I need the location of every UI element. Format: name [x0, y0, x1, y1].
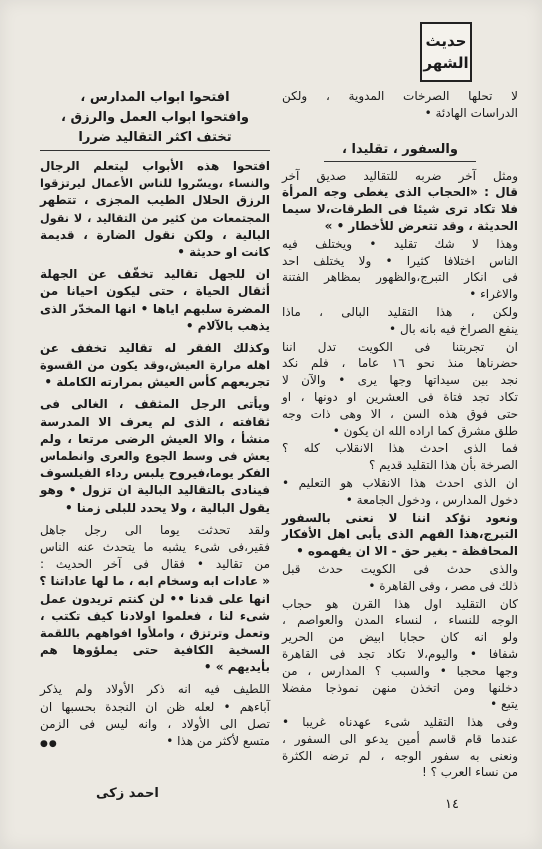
paragraph	[40, 681, 270, 750]
paragraph-bold	[40, 266, 270, 335]
text-line: والذى حدث فى الكويت حدث قبل	[282, 561, 518, 576]
text-line: والاغراء •	[469, 287, 518, 302]
text-line: ونعنى به سفور الوجه ، لم ترضه الكثرة	[282, 748, 518, 763]
column-logo	[420, 22, 472, 82]
text-line: حضرناها منذ نحو ١٦ عاما ، فلم نكد	[282, 356, 518, 371]
text-line: يقول البالية ، ولا يحدد للبلى زمنا •	[65, 500, 270, 515]
text-line: يعش فى وسط الجوع والعرى وانطماس	[40, 449, 270, 463]
paragraph	[282, 475, 518, 509]
text-line: وتعمل وترتزق ، واملأوا افواههم باللقمة	[40, 625, 270, 640]
left-column	[40, 88, 270, 750]
text-line: الناس اختلافا كثيرا • ولا يختلف احد	[282, 253, 518, 268]
text-line: فما الذى احدث هذا الانقلاب كله ؟	[282, 441, 518, 456]
paragraph	[282, 714, 518, 781]
text-line: الفكر يوما،فيروح يلبس رداء الفيلسوف	[40, 466, 270, 481]
text-line: طلق مشرق كما اراده الله ان يكون •	[332, 423, 518, 438]
paragraph	[282, 596, 518, 714]
text-line: المجتمعات من كثير من التقاليد ، لا نقول	[40, 211, 270, 225]
text-line: ثقافته ، الذى لم يعرف الا المدرسة	[40, 414, 270, 429]
text-line: شىء لنا ، فعلموا اولادنا كيف تكتب ،	[40, 608, 270, 623]
article-heading-line: وافتحوا ابواب العمل والرزق ،	[61, 110, 249, 125]
paragraph-bold	[282, 510, 518, 560]
section-heading	[282, 140, 518, 162]
text-line: الدراسات الهادئة •	[424, 105, 518, 120]
logo-line-2: الشهر	[423, 54, 469, 72]
paragraph	[282, 440, 518, 474]
text-line: دخلنها ومن اتخذن منهن نموذجا مفضلا	[282, 680, 518, 695]
page-number: ١٤	[445, 797, 459, 812]
text-line: يتبع •	[490, 697, 518, 712]
text-line: ان للجهل تقاليد تخفّف عن الجهلة	[40, 267, 270, 282]
text-line: فينادى بالتقاليد البالية ان تزول • وهو	[40, 483, 270, 498]
text-line: ولقد تحدثت يوما الى رجل جاهل	[40, 522, 270, 537]
text-line: من تقاليد • فقال فى آخر الحديث :	[40, 557, 270, 572]
text-line: الحديثة ، وقد تتعرض للأخطار • »	[324, 218, 518, 233]
text-line: ومثل آخر ضربه للتقاليد صديق آخر	[282, 168, 518, 183]
text-line: آباءهم • لعله ظن ان النجدة بحسبها ان	[40, 699, 270, 714]
paragraph-bold	[40, 340, 270, 392]
text-line: قال : «الحجاب الذى يغطى وجه المرأة	[282, 185, 518, 200]
text-line: وفى هذا التقليد شىء عهدناه غريبا •	[282, 715, 518, 730]
text-line: اهله مرارة العيش،وقد يكون من القسوة	[40, 358, 270, 373]
text-line: الرزق الحلال الطيب المجزى ، تتطهر	[40, 193, 270, 208]
text-line: السخية الكافية حتى يملؤوها هم	[40, 643, 270, 658]
text-line: ان تجربتنا فى الكويت تدل اننا	[282, 339, 518, 354]
logo-line-1: حديث	[425, 32, 467, 50]
text-line: البالية ، ولكن نقول الضارة ، قديمة	[40, 227, 270, 242]
right-column	[282, 88, 518, 781]
paragraph-bold	[40, 396, 270, 516]
text-line: أثقال الحياة ، حتى ليكون احيانا من	[40, 284, 270, 299]
text-line: ولكن ، هذا التقليد البالى ، ماذا	[282, 304, 518, 319]
text-line: افتحوا هذه الأبواب ليتعلم الرجال	[40, 159, 270, 173]
text-line: لا تحلها الصرخات المدوية ، ولكن	[282, 89, 518, 103]
text-line: التبرج،هذا الفهم الذى يأبى اهل الأفكار	[282, 527, 518, 542]
article-heading-line: افتحوا ابواب المدارس ،	[80, 90, 230, 105]
section-heading-text: والسفور ، تقليدا ،	[324, 140, 476, 162]
text-line: وكذلك الفقر له تقاليد تخفف عن	[40, 340, 270, 355]
text-line: ونعود نؤكد اننا لا نعنى بالسفور	[282, 510, 518, 525]
text-line: دخول المدارس ، ودخول الجامعة •	[345, 492, 518, 507]
text-line: « عادات ابه وسخام ابه ، ما لها عاداتنا ؟	[39, 574, 270, 589]
text-line: من نساء العرب ؟ !	[421, 765, 518, 780]
text-line: ويأتى الرجل المثقف ، الغالى فى	[40, 397, 270, 412]
text-line: يذهب بالآلام •	[185, 318, 270, 333]
text-line: الوجه للنساء ، لنساء المدن والعواصم ،	[282, 613, 518, 628]
paragraph	[282, 561, 518, 595]
text-line: ذلك فى مصر ، وفى القاهرة •	[368, 578, 518, 593]
text-line: منشأ ، والا العيش الرضى مرتعا ، ولم	[40, 431, 270, 446]
quote-bold	[40, 573, 270, 676]
text-line: حتى فوق هذه السن ، الا وهى ذات وجه	[282, 406, 518, 421]
text-line: ان الذى احدث هذا الانقلاب هو التعليم •	[282, 475, 518, 490]
text-line: نجد بين سيداتها وجها يرى • والآن لا	[282, 373, 518, 388]
text-line: ولو انه كان حجابا ابيض من الحرير	[282, 630, 518, 645]
text-line: المحافظة - بغير حق - الا ان يفهموه •	[296, 544, 518, 559]
text-line: فلا تكاد ترى شيئا فى الطرقات،لا سيما	[282, 202, 518, 217]
text-line: متسع لأكثر من هذا •	[166, 734, 270, 748]
paragraph	[282, 304, 518, 338]
text-line: شفافا • واليوم،لا تكاد تجد فى القاهرة	[282, 646, 518, 661]
text-line: كان التقليد اول هذا القرن هو حجاب	[282, 596, 518, 611]
text-line: تجريعهم كأس العيش بمرارته الكاملة •	[44, 375, 270, 390]
text-line: ينفع الصراخ فيه بانه بال •	[389, 321, 518, 336]
article-heading	[40, 88, 270, 151]
text-line: وجها محجبا • والسبب ؟ المدارس ، من	[282, 663, 518, 678]
text-line: بأيديهم » •	[203, 660, 270, 675]
paragraph-bold	[282, 184, 518, 234]
paragraph	[282, 168, 518, 185]
end-mark: ●●	[40, 739, 58, 750]
text-line: انها على قدنا •• لن كنتم تريدون عمل	[40, 591, 270, 606]
text-line: المضرة سلبهم اياها • انها المخدّر الذى	[40, 301, 270, 316]
text-line: الصرخة بأن هذا التقليد قديم ؟	[368, 458, 518, 473]
paragraph	[282, 88, 518, 122]
paragraph-bold	[40, 158, 270, 261]
text-line: تصل الى الأولاد ، وانه ليس فى الزمن	[40, 716, 270, 731]
text-line: كانت او حديثة •	[177, 244, 270, 259]
text-line: فى انكار التبرج،والظهور بمظاهر الفتنة	[282, 270, 518, 285]
paragraph	[40, 522, 270, 574]
text-line: وهذا لا شك تقليد • ويختلف فيه	[282, 236, 518, 251]
article-heading-line: تختف اكثر التقاليد ضررا	[78, 130, 232, 145]
text-line: اللطيف فيه انه ذكر الأولاد ولم يذكر	[40, 682, 270, 697]
text-line: تكاد تجد فتاة فى العشرين او دونها ، او	[282, 389, 518, 404]
text-line: والنساء ،ويسّروا للناس الأعمال ليرتزقوا	[40, 176, 270, 191]
text-line: فقير،فى شىء يشبه ما يتحدث عنه الناس	[40, 539, 270, 554]
text-line: عندما قام قاسم أمين يدعو الى السفور ،	[282, 731, 518, 746]
paragraph	[282, 236, 518, 303]
author-signature: احمد زكى	[96, 786, 159, 801]
paragraph	[282, 339, 518, 440]
